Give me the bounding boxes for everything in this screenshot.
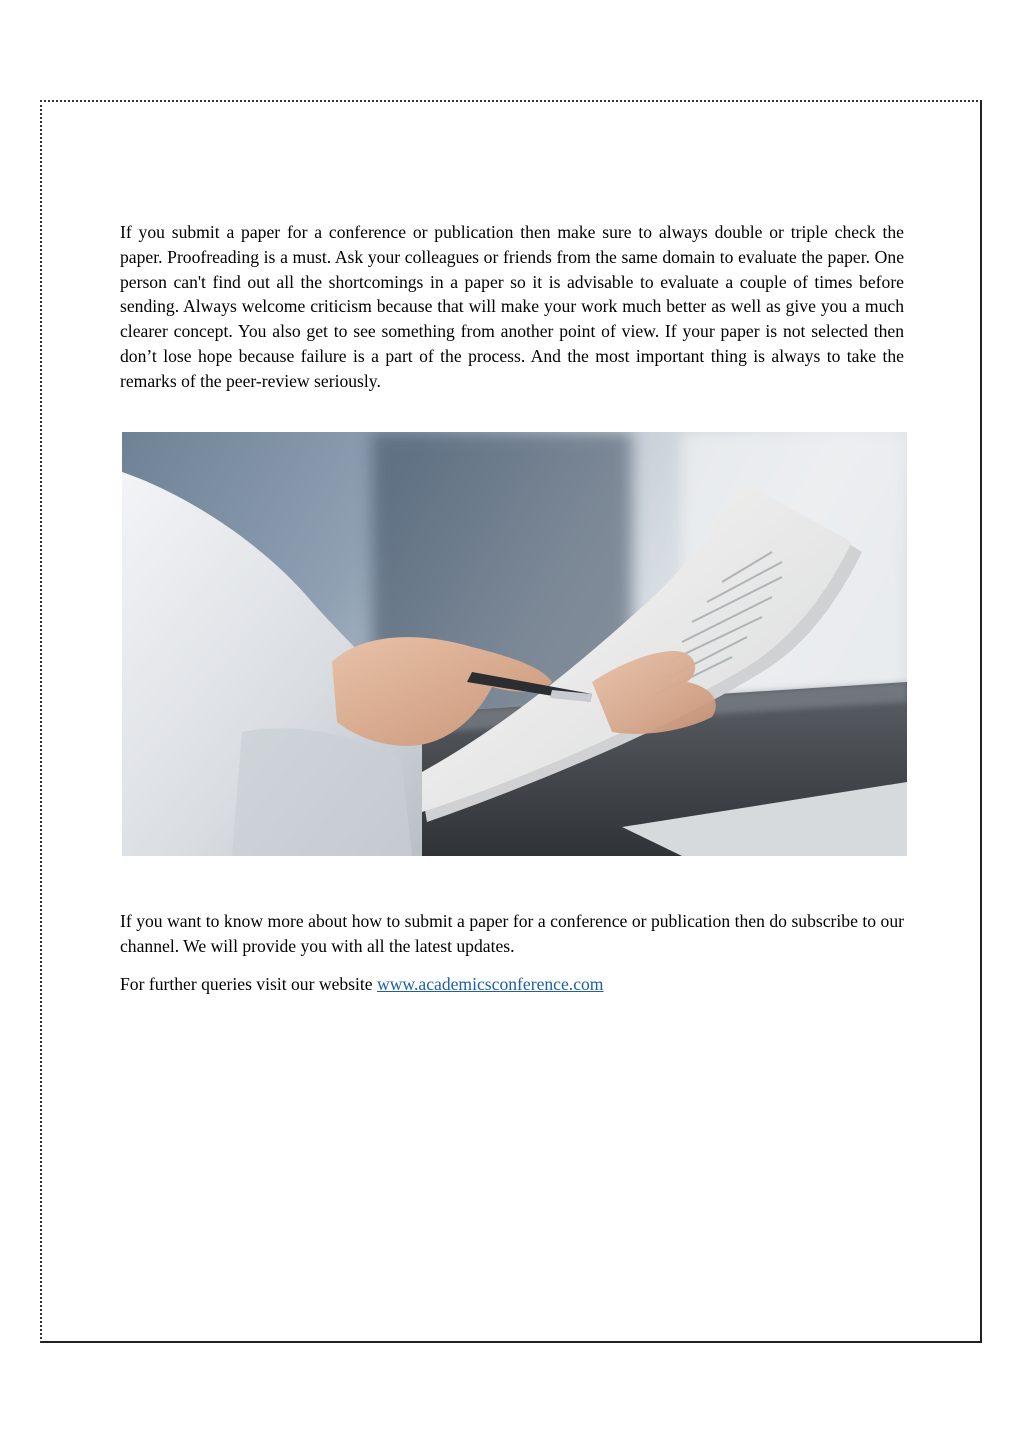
queries-text: For further queries visit our website <box>120 974 378 994</box>
queries-paragraph <box>120 972 904 997</box>
intro-paragraph: If you submit a paper for a conference or publication then make sure to always double or triple check the paper. Proofreading is a must. Ask your colleagues or friends from the same domain to evaluate the paper. One person can't find out all the shortcomings in a paper so it is advisable to evaluate a couple of times before sending. Always welcome criticism because that will make your work much better as well as give you a much clearer concept. You also get to see something from another point of view. If your paper is not selected then don’t lose hope because failure is a part of the process. And the most important thing is always to take the remarks of the peer-review seriously. <box>120 222 904 391</box>
subscribe-paragraph: If you want to know more about how to submit a paper for a conference or publication then do subscribe to our channel. We will provide you with all the latest updates. <box>120 911 904 956</box>
hands-reviewing-paper-photo <box>122 432 907 856</box>
website-link[interactable]: www.academicsconference.com <box>377 974 604 994</box>
